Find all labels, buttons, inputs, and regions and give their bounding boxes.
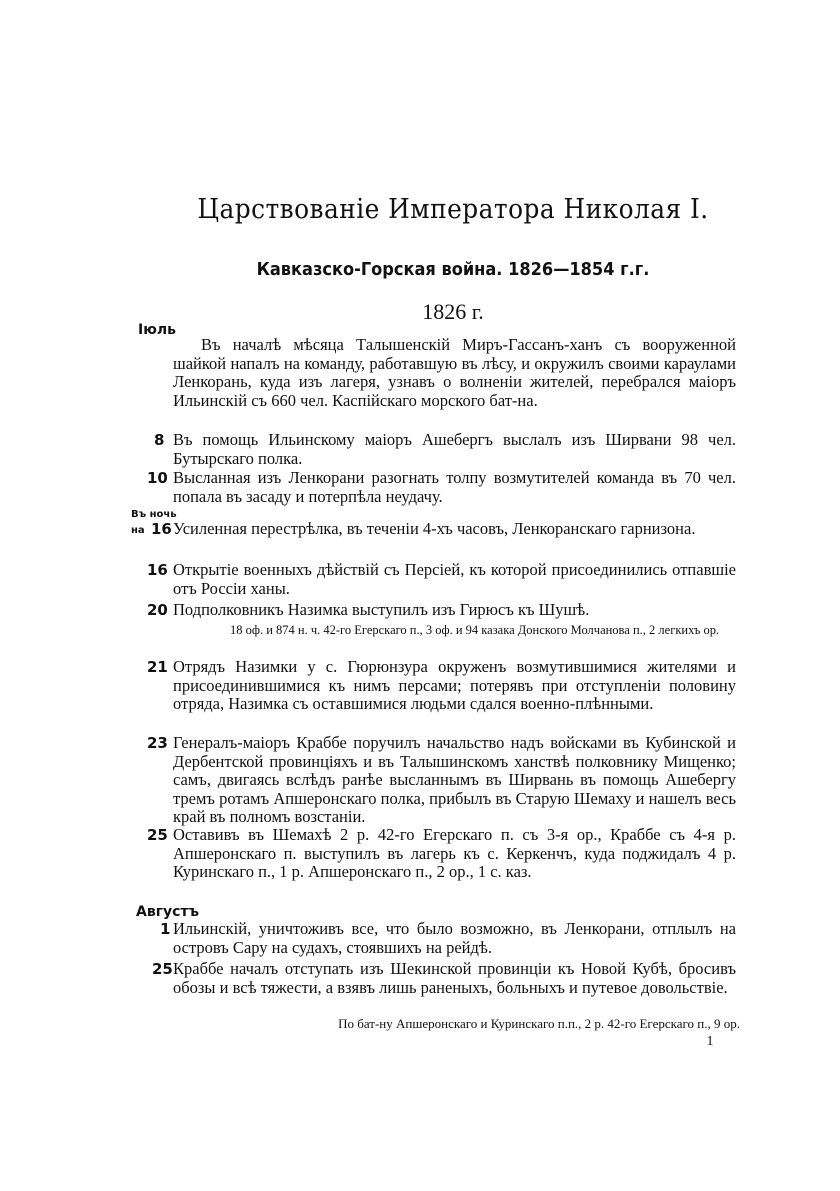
- entry-text: Въ началѣ мѣсяца Талышенскій Миръ-Гассанъ-ханъ съ вооруженной шайкой напалъ на команду, работавшую въ лѣсу, и окружилъ своими караулами Ленкорань, куда изъ лагеря, узнавъ о волненіи жителей, перебрался маіоръ Ильинскій съ 660 чел. Каспійскаго морского бат-на.: [173, 335, 736, 410]
- day-label: 16: [147, 561, 168, 579]
- day-label: 1: [160, 920, 171, 938]
- entry-text: Открытіе военныхъ дѣйствій съ Персіей, къ которой присоединились отпавшіе отъ Россіи ханы.: [173, 560, 736, 598]
- entry-text: Отрядъ Назимки у с. Гюрюнзура окруженъ возмутившимися жителями и присоединившимися къ нимъ персами; потерявъ при отступленіи половину отряда, Назимка съ оставшимися людьми сдался военно-плѣнными.: [173, 657, 736, 713]
- entry-text: Подполковникъ Назимка выступилъ изъ Гирюсъ къ Шушѣ.: [173, 600, 590, 619]
- day-label: 10: [147, 469, 168, 487]
- entry-text: Въ помощь Ильинскому маіоръ Ашебергъ выслалъ изъ Ширвани 98 чел. Бутырскаго полка.: [173, 430, 736, 468]
- entry-text: Усиленная перестрѣлка, въ теченіи 4-хъ часовъ, Ленкоранскаго гарнизона.: [173, 519, 696, 538]
- section-subtitle: Кавказско-Горская война. 1826—1854 г.г.: [256, 259, 650, 280]
- page-title: Царствованіе Императора Николая I.: [197, 194, 709, 225]
- page-number: 1: [706, 1034, 714, 1049]
- night-label-prefix: на: [131, 525, 145, 536]
- entry-text: Генералъ-маіоръ Краббе поручилъ начальство надъ войсками въ Кубинской и Дербентской провинціяхъ и въ Талышинскомъ ханствѣ полковнику Мищенко; самъ, двигаясь вслѣдъ ранѣе высланнымъ въ Ширвань въ помощь Ашебергу тремъ ротамъ Апшеронскаго полка, прибылъ въ Старую Шемаху и нашелъ весь край въ полномъ возстаніи.: [173, 733, 736, 826]
- day-label: 25: [152, 960, 173, 978]
- day-label: 23: [147, 734, 168, 752]
- day-label: 21: [147, 658, 168, 676]
- entry-text: Оставивъ въ Шемахѣ 2 р. 42-го Егерскаго п. съ 3-я ор., Краббе съ 4-я р. Апшеронскаго п. выступилъ въ лагерь къ с. Керкенчъ, куда поджидалъ 4 р. Куринскаго п., 1 р. Апшеронскаго п., 2 ор., 1 с. каз.: [173, 825, 736, 881]
- month-label-august: Августъ: [136, 904, 200, 920]
- day-label: 16: [151, 520, 172, 538]
- day-label: 25: [147, 826, 168, 844]
- entry-text: Краббе началъ отступать изъ Шекинской провинціи къ Новой Кубѣ, бросивъ обозы и всѣ тяжести, а взявъ лишь раненыхъ, больныхъ и путевое довольствіе.: [173, 959, 736, 997]
- entry-text: Ильинскій, уничтоживъ все, что было возможно, въ Ленкорани, отплылъ на островъ Сару на судахъ, стоявшихъ на рейдѣ.: [173, 919, 736, 957]
- night-label: Въ ночь: [131, 509, 177, 520]
- entry-text: Высланная изъ Ленкорани разогнать толпу возмутителей команда въ 70 чел. попала въ засаду и потерпѣла неудачу.: [173, 468, 736, 506]
- day-label: 20: [147, 601, 168, 619]
- month-label-july: Іюль: [138, 322, 176, 338]
- entry-note: 18 оф. и 874 н. ч. 42-го Егерскаго п., 3 оф. и 94 казака Донского Молчанова п., 2 легкихъ ор.: [230, 623, 720, 637]
- day-label: 8: [154, 431, 165, 449]
- year-heading: 1826 г.: [422, 299, 484, 324]
- source-note: По бат-ну Апшеронскаго и Куринскаго п.п., 2 р. 42-го Егерскаго п., 9 ор.: [338, 1016, 740, 1031]
